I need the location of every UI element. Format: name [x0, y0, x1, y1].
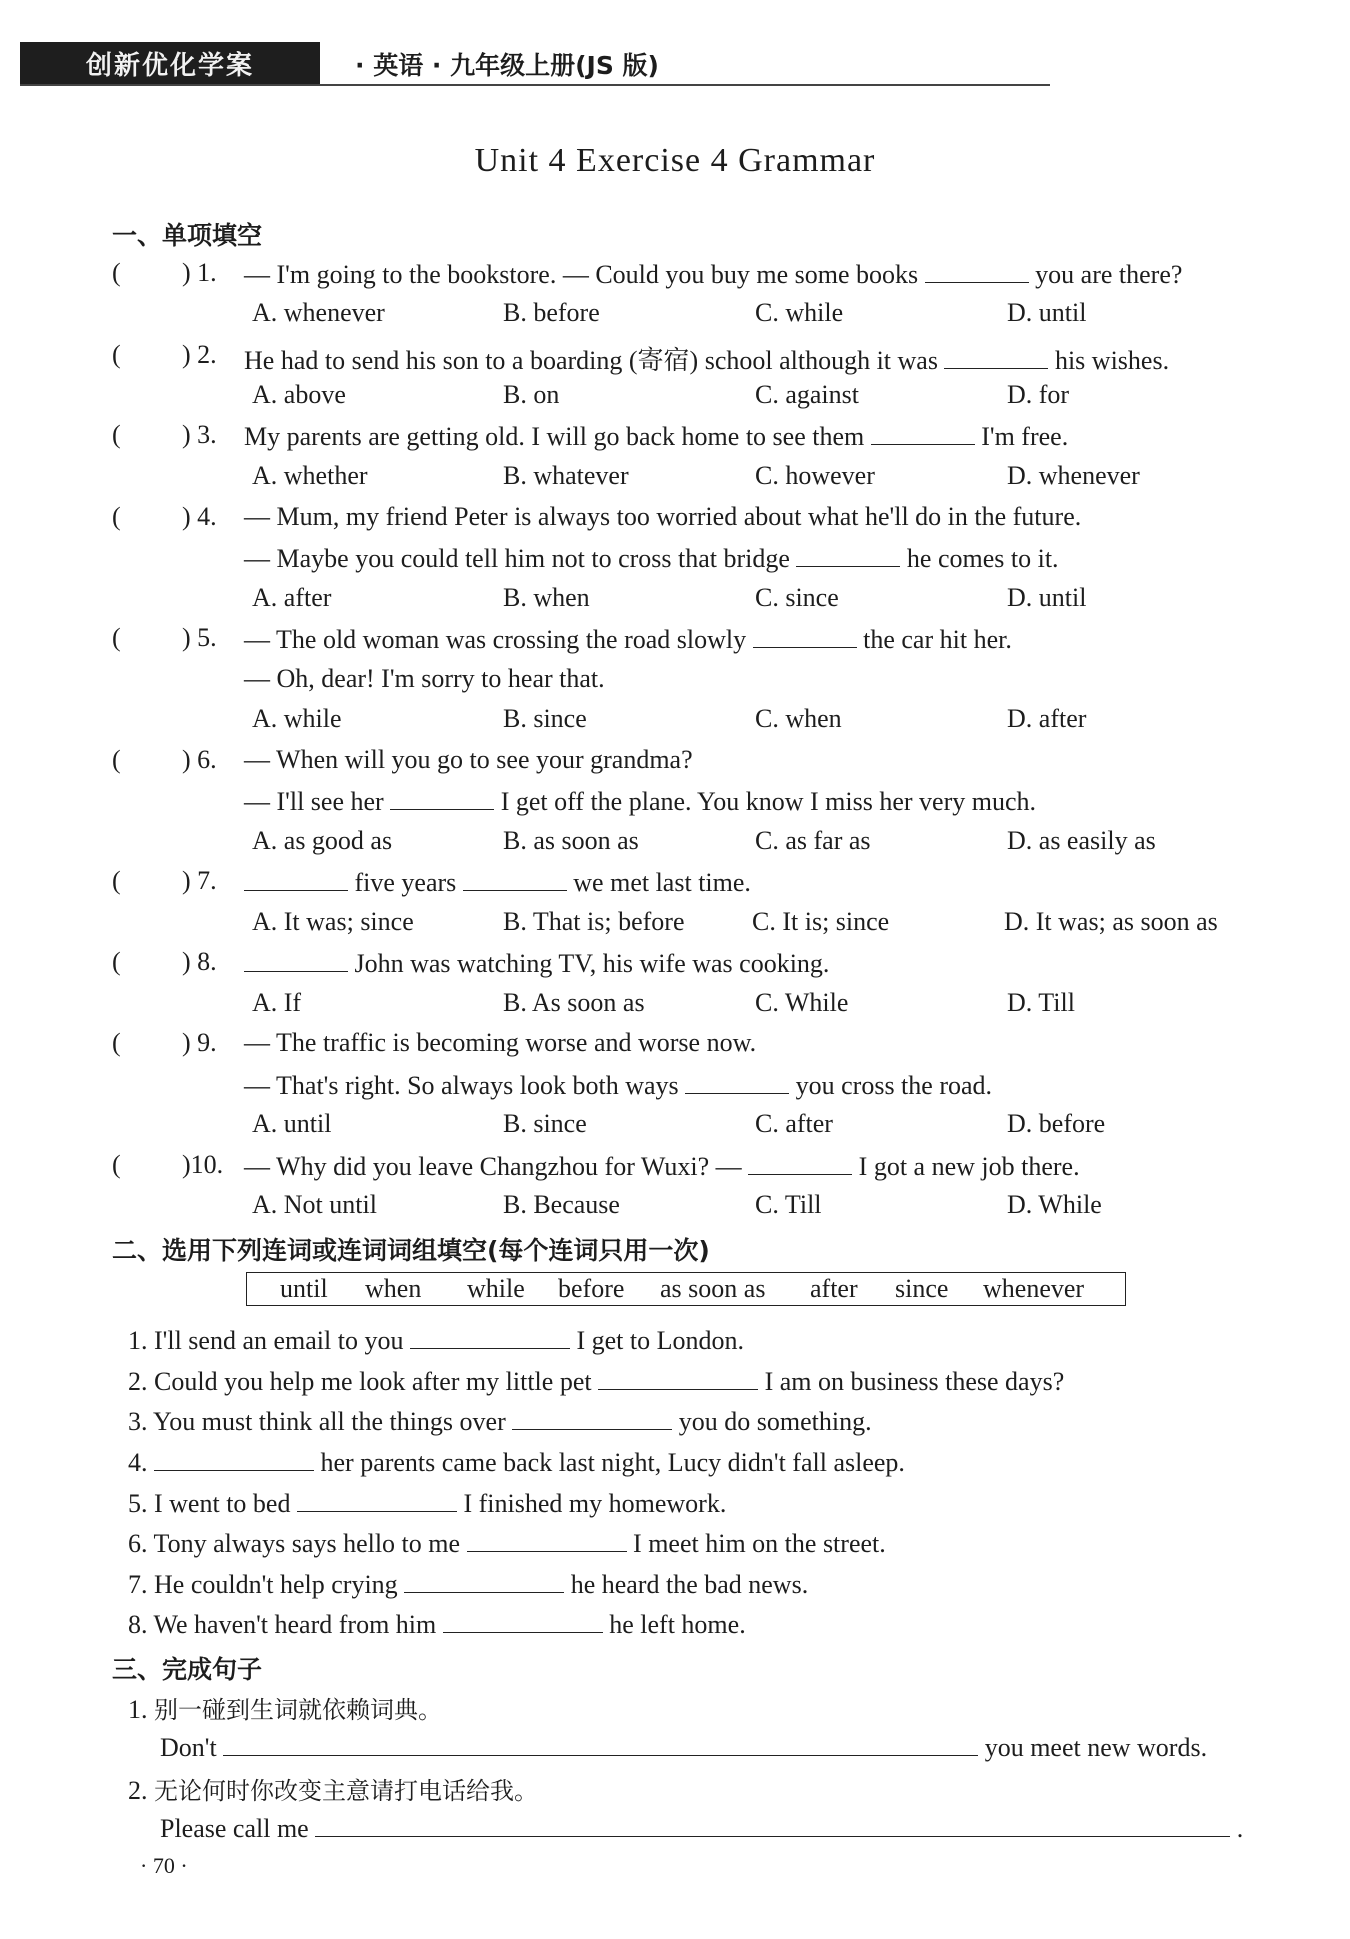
fill-item — [128, 1527, 886, 1559]
translation-prompt — [128, 1690, 442, 1725]
item-text: I meet him on the street. — [633, 1529, 886, 1558]
word-bank — [246, 1272, 1126, 1306]
item-number: 4. — [128, 1448, 148, 1477]
item-number: 2. — [128, 1776, 148, 1805]
option-a[interactable]: A. whenever — [252, 298, 385, 327]
answer-blank[interactable] — [315, 1812, 1230, 1837]
item-text: Tony always says hello to me — [153, 1529, 461, 1558]
question-number: ) 7. — [182, 866, 217, 895]
item-number: 6. — [128, 1529, 148, 1558]
option-a[interactable]: A. until — [252, 1109, 332, 1138]
answer-blank[interactable] — [796, 542, 900, 567]
question-stem — [244, 340, 1169, 377]
option-c[interactable]: C. While — [755, 988, 849, 1017]
item-text: he left home. — [609, 1610, 746, 1639]
fill-item — [128, 1446, 905, 1478]
option-c[interactable]: C. however — [755, 461, 875, 490]
question-reply — [244, 785, 1036, 817]
book-subtitle: · 英语 · 九年级上册(JS 版) — [355, 51, 659, 80]
option-d[interactable]: D. While — [1007, 1190, 1102, 1219]
option-a[interactable]: A. It was; since — [252, 907, 414, 936]
option-d[interactable]: D. for — [1007, 380, 1070, 409]
question-stem — [244, 623, 1012, 655]
item-number: 1. — [128, 1695, 148, 1724]
item-text: He couldn't help crying — [154, 1570, 398, 1599]
option-b[interactable]: B. since — [503, 704, 587, 733]
stem-text: John was watching TV, his wife was cooking. — [354, 949, 830, 978]
word-bank-item: until — [280, 1274, 328, 1303]
option-d[interactable]: D. before — [1007, 1109, 1106, 1138]
answer-paren[interactable]: ( — [112, 1150, 121, 1179]
answer-paren[interactable]: ( — [112, 258, 121, 287]
question-reply — [244, 542, 1059, 574]
answer-blank[interactable] — [443, 1608, 603, 1633]
question-stem — [244, 947, 829, 979]
word-bank-item: when — [365, 1274, 422, 1303]
header-divider — [20, 84, 1050, 86]
question-stem — [244, 866, 751, 898]
item-text: You must think all the things over — [153, 1407, 506, 1436]
stem-text: — I'm going to the bookstore. — Could you buy me some books — [244, 260, 919, 289]
stem-text: — I'll see her — [244, 787, 384, 816]
fill-item — [128, 1365, 1064, 1397]
item-text: I get to London. — [576, 1326, 744, 1355]
stem-text: — That's right. So always look both ways — [244, 1071, 679, 1100]
answer-blank[interactable] — [467, 1527, 627, 1552]
item-number: 5. — [128, 1489, 148, 1518]
option-a[interactable]: A. as good as — [252, 826, 393, 855]
question-reply — [244, 1069, 992, 1101]
answer-blank[interactable] — [944, 344, 1048, 369]
option-a[interactable]: A. above — [252, 380, 346, 409]
stem-text: — The old woman was crossing the road slowly — [244, 625, 747, 654]
option-d[interactable]: D. after — [1007, 704, 1087, 733]
item-text: Could you help me look after my little pet — [154, 1367, 592, 1396]
section-1-heading: 一、单项填空 — [112, 221, 263, 250]
answer-paren[interactable]: ( — [112, 420, 121, 449]
option-d[interactable]: D. as easily as — [1007, 826, 1156, 855]
section-2-heading: 二、选用下列连词或连词词组填空(每个连词只用一次) — [112, 1236, 710, 1265]
answer-blank[interactable] — [223, 1731, 978, 1756]
word-bank-item: before — [558, 1274, 625, 1303]
question-number: ) 3. — [182, 420, 217, 449]
item-number: 1. — [128, 1326, 148, 1355]
word-bank-item: as soon as — [660, 1274, 766, 1303]
question-stem — [244, 1150, 1080, 1182]
item-text: I'll send an email to you — [154, 1326, 404, 1355]
stem-text: — Why did you leave Changzhou for Wuxi? — — [244, 1152, 742, 1181]
stem-text: he comes to it. — [906, 544, 1059, 573]
answer-paren[interactable]: ( — [112, 502, 121, 531]
answer-paren[interactable]: ( — [112, 947, 121, 976]
question-number: ) 6. — [182, 745, 217, 774]
option-a[interactable]: A. whether — [252, 461, 368, 490]
stem-text: I'm free. — [981, 422, 1069, 451]
stem-text: My parents are getting old. I will go back home to see them — [244, 422, 865, 451]
stem-text: you cross the road. — [795, 1071, 993, 1100]
brand-banner — [20, 42, 320, 84]
option-b[interactable]: B. before — [503, 298, 600, 327]
answer-paren[interactable]: ( — [112, 1028, 121, 1057]
answer-blank[interactable] — [244, 866, 348, 891]
answer-blank[interactable] — [244, 947, 348, 972]
chinese-sentence: 无论何时你改变主意请打电话给我。 — [154, 1777, 538, 1805]
item-number: 3. — [128, 1407, 148, 1436]
answer-blank[interactable] — [410, 1324, 570, 1349]
answer-blank[interactable] — [154, 1446, 314, 1471]
word-bank-item: after — [810, 1274, 858, 1303]
option-b[interactable]: B. on — [503, 380, 560, 409]
question-number: ) 4. — [182, 502, 217, 531]
option-a[interactable]: A. while — [252, 704, 342, 733]
question-number: ) 9. — [182, 1028, 217, 1057]
option-d[interactable]: D. until — [1007, 583, 1087, 612]
option-c[interactable]: C. when — [755, 704, 842, 733]
page-number: · 70 · — [140, 1853, 188, 1878]
section-3-heading: 三、完成句子 — [112, 1655, 263, 1684]
fill-item — [128, 1608, 746, 1640]
question-number: ) 1. — [182, 258, 217, 287]
option-c[interactable]: C. It is; since — [752, 907, 890, 936]
answer-blank[interactable] — [390, 785, 494, 810]
item-text: you do something. — [678, 1407, 872, 1436]
stem-text: we met last time. — [573, 868, 751, 897]
item-text: I went to bed — [154, 1489, 291, 1518]
fill-item — [128, 1568, 808, 1600]
item-number: 7. — [128, 1570, 148, 1599]
question-stem: — Mum, my friend Peter is always too worried about what he'll do in the future. — [244, 502, 1082, 531]
stem-text: — Maybe you could tell him not to cross that bridge — [244, 544, 790, 573]
item-text: he heard the bad news. — [570, 1570, 809, 1599]
stem-text: five years — [354, 868, 457, 897]
stem-text: the car hit her. — [863, 625, 1012, 654]
answer-blank[interactable] — [753, 623, 857, 648]
answer-paren[interactable]: ( — [112, 623, 121, 652]
answer-blank[interactable] — [463, 866, 567, 891]
option-b[interactable]: B. As soon as — [503, 988, 645, 1017]
option-c[interactable]: C. since — [755, 583, 839, 612]
option-a[interactable]: A. Not until — [252, 1190, 377, 1219]
question-number: ) 2. — [182, 340, 217, 369]
question-reply: — Oh, dear! I'm sorry to hear that. — [244, 664, 605, 693]
answer-blank[interactable] — [404, 1568, 564, 1593]
word-bank-item: since — [895, 1274, 949, 1303]
answer-blank[interactable] — [598, 1365, 758, 1390]
item-text: her parents came back last night, Lucy didn't fall asleep. — [320, 1448, 905, 1477]
answer-paren[interactable]: ( — [112, 745, 121, 774]
answer-blank[interactable] — [925, 258, 1029, 283]
stem-text: his wishes. — [1054, 346, 1170, 375]
item-text: I am on business these days? — [764, 1367, 1065, 1396]
sentence-end: . — [1236, 1814, 1244, 1843]
word-bank-item: whenever — [983, 1274, 1085, 1303]
question-number: ) 8. — [182, 947, 217, 976]
answer-blank[interactable] — [871, 420, 975, 445]
item-number: 2. — [128, 1367, 148, 1396]
option-b[interactable]: B. That is; before — [503, 907, 685, 936]
option-a[interactable]: A. If — [252, 988, 302, 1017]
page-title: Unit 4 Exercise 4 Grammar — [474, 142, 876, 179]
answer-blank[interactable] — [685, 1069, 789, 1094]
item-number: 8. — [128, 1610, 148, 1639]
translation-prompt — [128, 1771, 538, 1806]
answer-blank[interactable] — [512, 1405, 672, 1430]
option-c[interactable]: C. against — [755, 380, 859, 409]
option-d[interactable]: D. It was; as soon as — [1004, 907, 1218, 936]
option-b[interactable]: B. when — [503, 583, 590, 612]
option-b[interactable]: B. whatever — [503, 461, 629, 490]
answer-blank[interactable] — [297, 1487, 457, 1512]
translation-answer-line — [160, 1731, 1207, 1763]
word-bank-item: while — [467, 1274, 525, 1303]
sentence-start: Don't — [160, 1733, 217, 1762]
question-stem — [244, 420, 1068, 452]
item-text: We haven't heard from him — [153, 1610, 437, 1639]
question-stem — [244, 258, 1182, 290]
option-c[interactable]: C. while — [755, 298, 844, 327]
fill-item — [128, 1487, 726, 1519]
option-d[interactable]: D. until — [1007, 298, 1087, 327]
question-number: )10. — [182, 1150, 224, 1179]
stem-text: I get off the plane. You know I miss her very much. — [500, 787, 1037, 816]
answer-paren[interactable]: ( — [112, 340, 121, 369]
fill-item — [128, 1405, 872, 1437]
question-stem: — When will you go to see your grandma? — [244, 745, 693, 774]
option-c[interactable]: C. after — [755, 1109, 833, 1138]
stem-text: I got a new job there. — [858, 1152, 1080, 1181]
stem-text: you are there? — [1035, 260, 1183, 289]
fill-item — [128, 1324, 744, 1356]
option-c[interactable]: C. as far as — [755, 826, 871, 855]
stem-text: He had to send his son to a boarding (寄宿) school although it was — [244, 346, 938, 375]
question-number: ) 5. — [182, 623, 217, 652]
answer-paren[interactable]: ( — [112, 866, 121, 895]
option-b[interactable]: B. since — [503, 1109, 587, 1138]
option-b[interactable]: B. as soon as — [503, 826, 639, 855]
option-b[interactable]: B. Because — [503, 1190, 620, 1219]
brand-text: 创新优化学案 — [85, 50, 254, 81]
sentence-end: you meet new words. — [984, 1733, 1208, 1762]
question-stem: — The traffic is becoming worse and worse now. — [244, 1028, 757, 1057]
chinese-sentence: 别一碰到生词就依赖词典。 — [154, 1696, 442, 1724]
answer-blank[interactable] — [748, 1150, 852, 1175]
item-text: I finished my homework. — [463, 1489, 727, 1518]
option-d[interactable]: D. whenever — [1007, 461, 1140, 490]
option-c[interactable]: C. Till — [755, 1190, 822, 1219]
option-a[interactable]: A. after — [252, 583, 332, 612]
sentence-start: Please call me — [160, 1814, 309, 1843]
translation-answer-line — [160, 1812, 1243, 1844]
option-d[interactable]: D. Till — [1007, 988, 1075, 1017]
